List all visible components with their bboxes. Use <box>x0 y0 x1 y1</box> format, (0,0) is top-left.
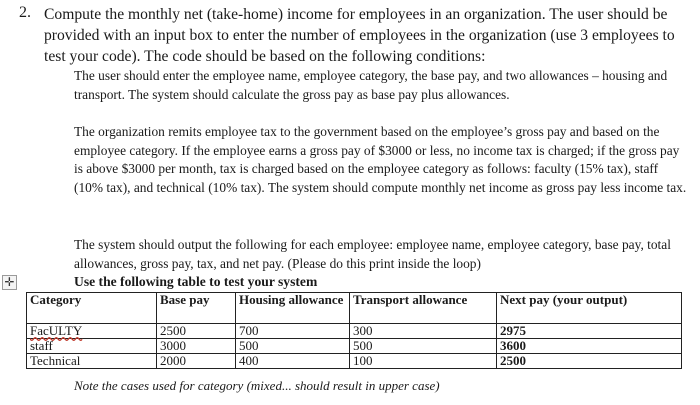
test-table <box>26 292 682 369</box>
header-housing-allowance: Housing allowance <box>236 293 350 324</box>
paragraph-inputs: The user should enter the employee name, employee category, the base pay, and two allowances – housing and transport. The system should calculate the gross pay as base pay plus allowances. <box>74 68 668 102</box>
table-cell-base-pay: 2000 <box>157 354 236 369</box>
table-cell-category: staff <box>27 339 157 354</box>
paragraph-tax-rules: The organization remits employee tax to the government based on the employee’s gross pay and based on the employee category. If the employee earns a gross pay of $3000 or less, no income tax is charged; if the gross pay is above $3000 per month, tax is charged based on the employee category as follows: faculty (15% tax), staff (10% tax), and technical (10% tax). The system should compute monthly net income as gross pay less income tax. <box>74 124 687 195</box>
table-cell-transport: 100 <box>350 354 497 369</box>
header-category: Category <box>27 293 157 324</box>
table-note: Note the cases used for category (mixed... should result in upper case) <box>74 378 440 393</box>
table-cell-category <box>27 324 157 339</box>
header-net-pay: Next pay (your output) <box>497 293 682 324</box>
table-cell-base-pay: 3000 <box>157 339 236 354</box>
question-number: 2. <box>19 4 31 21</box>
paragraph-output: The system should output the following for each employee: employee name, employee category, base pay, total allowances, gross pay, tax, and net pay. (Please do this print inside the loop) <box>74 237 671 271</box>
header-base-pay: Base pay <box>157 293 236 324</box>
table-intro: Use the following table to test your system <box>74 274 318 289</box>
table-header-row <box>27 293 682 324</box>
table-cell-base-pay: 2500 <box>157 324 236 339</box>
table-row <box>27 354 682 369</box>
table-cell-transport: 300 <box>350 324 497 339</box>
table-row <box>27 324 682 339</box>
table-cell-housing: 400 <box>236 354 350 369</box>
table-row <box>27 339 682 354</box>
table-cell-net-pay: 3600 <box>497 339 682 354</box>
table-move-handle-icon[interactable]: ✛ <box>2 275 17 290</box>
table-cell-housing: 700 <box>236 324 350 339</box>
table-cell-transport: 500 <box>350 339 497 354</box>
table-cell-category: Technical <box>27 354 157 369</box>
table-cell-housing: 500 <box>236 339 350 354</box>
table-cell-category-text: FacULTY <box>30 323 83 338</box>
table-cell-net-pay: 2500 <box>497 354 682 369</box>
question-text: Compute the monthly net (take-home) income for employees in an organization. The user should be provided with an input box to enter the number of employees in the organization (use 3 employees to test your code). The code should be based on the following conditions: <box>44 6 675 65</box>
header-transport-allowance: Transport allowance <box>350 293 497 324</box>
table-cell-net-pay: 2975 <box>497 324 682 339</box>
